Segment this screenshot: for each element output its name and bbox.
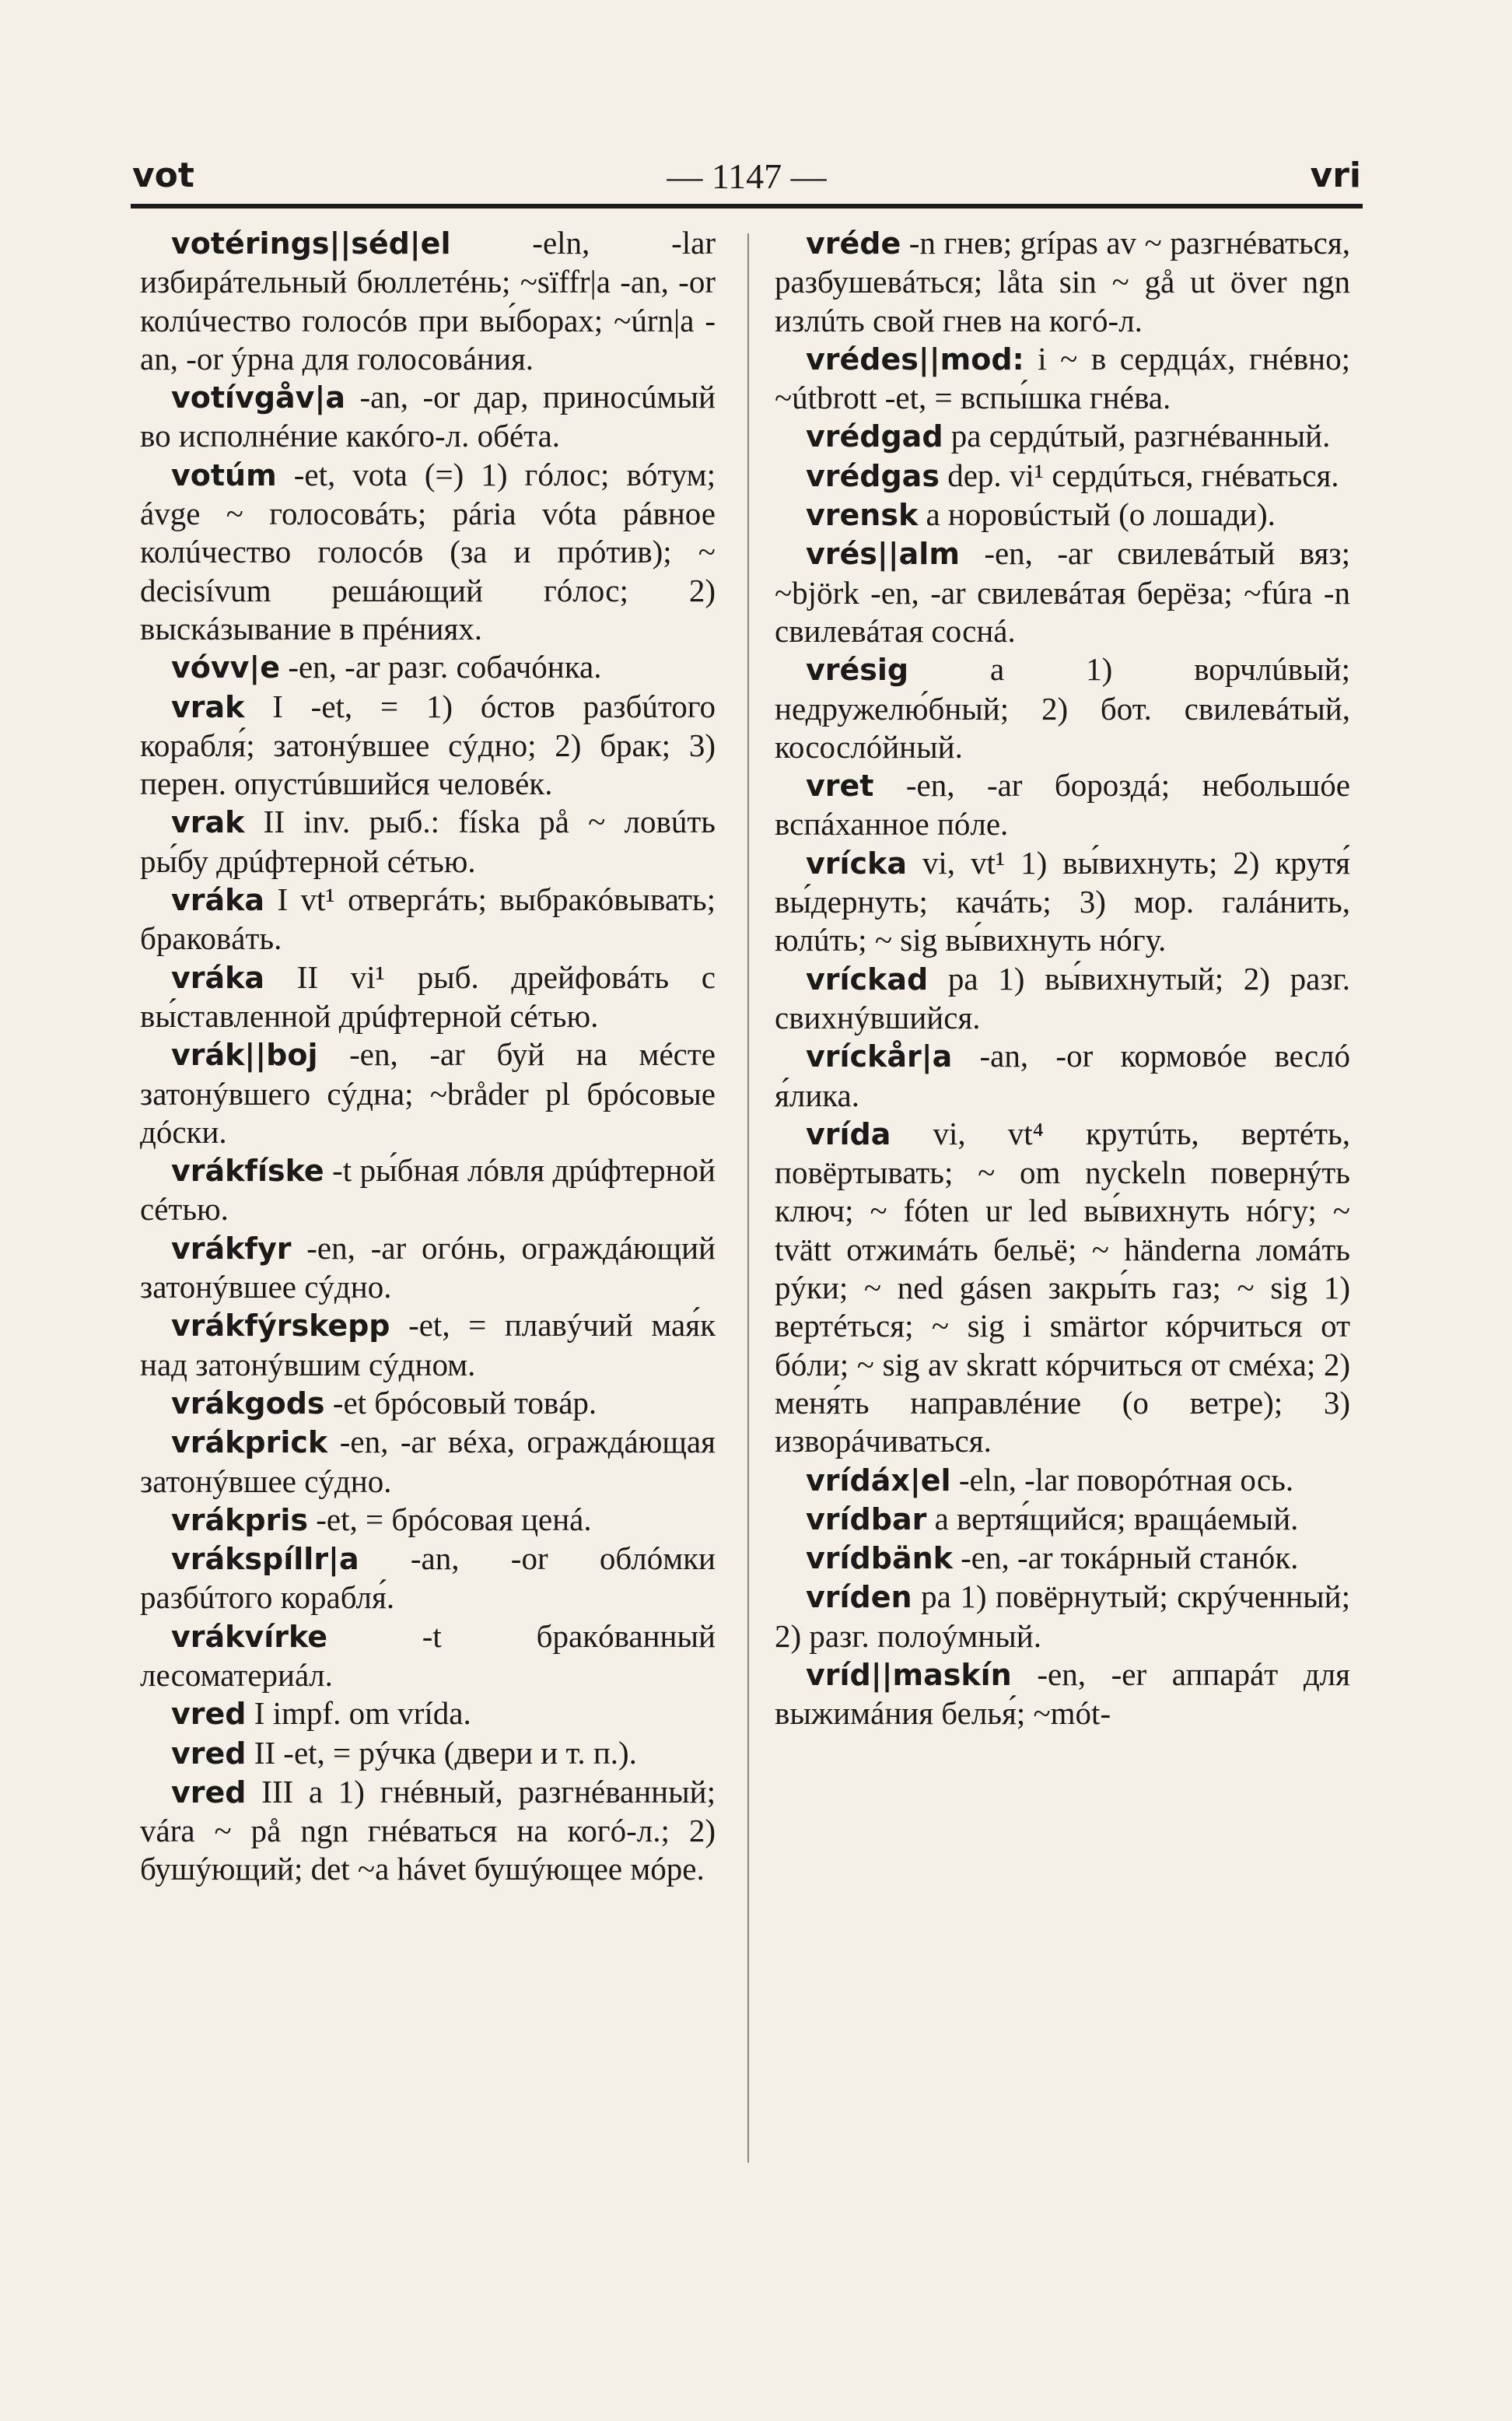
entry-definition: I -et, = 1) óстов разбúтого корабля́; затонýвшее сýдно; 2) брак; 3) перен. опустúвшийся человéк. — [140, 688, 716, 802]
entry-definition: II inv. рыб.: físka på ~ ловúть ры́бу дрúфтерной сéтью. — [140, 804, 716, 879]
dictionary-entry — [140, 1306, 716, 1384]
entry-definition: -et, = брóсовая ценá. — [308, 1501, 592, 1537]
entry-headword: vráka — [171, 960, 265, 995]
entry-headword: vret — [806, 769, 874, 804]
entry-definition: vi, vt¹ 1) вы́вихнуть; 2) крутя́ вы́дернуть; качáть; 3) мор. галáнить, юлúть; ~ sig вы́вихнуть нóгу. — [775, 844, 1350, 958]
entry-definition: i ~ в сердцáх, гнéвно; ~útbrott -et, = вспы́шка гнéва. — [775, 340, 1350, 416]
header-right-guideword: vri — [1310, 156, 1361, 195]
entry-definition: a 1) ворчлúвый; недружелю́бный; 2) бот. свилевáтый, косослóйный. — [775, 651, 1350, 765]
entry-definition: pa сердúтый, разгнéванный. — [943, 418, 1331, 454]
dictionary-entry — [140, 1423, 716, 1501]
entry-definition: -an, -or кормовóе веслó я́лика. — [775, 1038, 1350, 1113]
entry-headword: vríden — [806, 1580, 912, 1615]
entry-definition: I vt¹ отвергáть; выбракóвывать; браковáть. — [140, 881, 716, 957]
entry-headword: vrákgods — [171, 1386, 325, 1421]
entry-headword: votívgåv|a — [171, 380, 345, 415]
entry-headword: vrákspíllr|a — [171, 1542, 359, 1577]
dictionary-entry — [140, 378, 716, 456]
entry-definition: -en, -ar разг. собачóнка. — [280, 649, 602, 685]
entry-definition: -t бракóванный лесоматериáл. — [140, 1617, 716, 1693]
entry-headword: vrédes||mod: — [806, 342, 1024, 377]
dictionary-entry — [775, 650, 1350, 766]
entry-headword: vóvv|e — [171, 650, 281, 685]
entry-headword: vrensk — [806, 498, 919, 533]
right-column — [775, 224, 1350, 2185]
entry-headword: vréde — [806, 226, 901, 261]
entry-headword: vrák||boj — [171, 1038, 318, 1073]
page-number: — 1147 — — [667, 156, 827, 196]
entry-headword: vrákpris — [171, 1502, 309, 1537]
dictionary-entry — [140, 803, 716, 881]
dictionary-entry — [140, 958, 716, 1036]
dictionary-entry — [140, 1501, 716, 1540]
entry-definition: -en, -ar огóнь, ограждáющий затонýвшее сýдно. — [140, 1229, 716, 1305]
entry-headword: vrésig — [806, 653, 909, 688]
dictionary-entry — [775, 766, 1350, 844]
entry-definition: -an, -or дар, приносúмый во исполнéние какóго-л. обéта. — [140, 379, 716, 454]
entry-definition: -an, -or облóмки разбúтого корабля́. — [140, 1540, 716, 1616]
dictionary-entry — [775, 340, 1350, 418]
entry-definition: -en, -ar бороздá; небольшóе вспáханное пóле. — [775, 767, 1350, 843]
entry-headword: vrákvírke — [171, 1619, 327, 1654]
dictionary-entry — [140, 1540, 716, 1617]
entry-headword: vred — [171, 1775, 247, 1810]
entry-definition: I impf. om vrída. — [246, 1695, 471, 1732]
entry-definition: -eln, -lar поворóтная ось. — [950, 1461, 1294, 1498]
dictionary-entry — [775, 1500, 1350, 1539]
entry-definition: vi, vt⁴ крутúть, вертéть, повёртывать; ~ om nyckeln повернýть ключ; ~ fóten ur led вы́вихнуть нóгу; ~ tvätt отжимáть бельё; ~ händerna ломáть рýки; ~ ned gásen закры́ть газ; ~ sig 1) вертéться; ~ sig i smärtor кóрчиться от бóли; ~ sig av skratt кóрчиться от смéха; 2) меня́ть направлéние (о ветре); 3) изворáчиваться. — [775, 1115, 1350, 1459]
left-column — [140, 224, 716, 2185]
entry-definition: -n гнев; grípas av ~ разгнéваться, разбушевáться; låta sin ~ gå ut över ngn излúть свой гнев на когó-л. — [775, 225, 1350, 338]
entry-definition: pa 1) вы́вихнутый; 2) разг. свихнýвшийся. — [775, 960, 1350, 1035]
entry-headword: vrákfyr — [171, 1231, 292, 1266]
entry-definition: -en, -ar буй на мéсте затонýвшего сýдна; ~bråder pl брóсовые дóски. — [140, 1036, 716, 1150]
entry-definition: II -et, = рýчка (двери и т. п.). — [246, 1734, 637, 1771]
dictionary-entry — [775, 457, 1350, 496]
entry-headword: vrákfíske — [171, 1154, 324, 1189]
entry-headword: vred — [171, 1697, 247, 1732]
dictionary-entry — [775, 1461, 1350, 1500]
entry-definition: pa 1) повёрнутый; скрýченный; 2) разг. полоýмный. — [775, 1578, 1350, 1654]
dictionary-entry — [140, 1229, 716, 1307]
dictionary-entry — [140, 1384, 716, 1423]
entry-definition: -en, -er аппарáт для выжимáния белья́; ~mót- — [775, 1655, 1350, 1732]
entry-definition: -t ры́бная лóвля дрúфтерной сéтью. — [140, 1152, 716, 1228]
entry-headword: vrés||alm — [806, 537, 960, 572]
entry-headword: vrídáx|el — [806, 1463, 951, 1498]
page-header — [132, 156, 1361, 202]
entry-definition: a норовúстый (о лошади). — [918, 496, 1276, 533]
dictionary-entry — [775, 1037, 1350, 1115]
entry-headword: vrédgas — [806, 458, 940, 493]
dictionary-entry — [140, 1734, 716, 1773]
dictionary-entry — [140, 224, 716, 378]
dictionary-entry — [775, 417, 1350, 456]
dictionary-entry — [140, 648, 716, 687]
entry-headword: vrícka — [806, 846, 907, 881]
entry-definition: II vi¹ рыб. дрейфовáть с вы́ставленной дрúфтерной сéтью. — [140, 958, 716, 1034]
entry-headword: vrákprick — [171, 1425, 328, 1460]
entry-definition: -et, vota (=) 1) гóлос; вóтум; ávge ~ голосовáть; pária vóta рáвное колúчество голосóв (за и прóтив); ~ decisívum решáющий гóлос; 2) выскáзывание в прéниях. — [140, 456, 716, 646]
header-rule — [131, 204, 1363, 208]
entry-definition: -eln, -lar избирáтельный бюллетéнь; ~sïffr|a -an, -or колúчество голосóв при вы́борах; ~úrn|a -an, -or ýрна для голосовáния. — [140, 225, 716, 377]
entry-headword: vráka — [171, 883, 265, 918]
entry-headword: vred — [171, 1736, 247, 1771]
dictionary-entry — [775, 1655, 1350, 1733]
entry-headword: vrákfýrskepp — [171, 1309, 390, 1344]
dictionary-entry — [775, 1539, 1350, 1578]
entry-headword: vrídbänk — [806, 1541, 953, 1576]
entry-headword: vrak — [171, 689, 245, 724]
dictionary-entry — [775, 534, 1350, 650]
entry-definition: III a 1) гнéвный, разгнéванный; vára ~ på ngn гнéваться на когó-л.; 2) бушýющий; det ~a hávet бушýющее мóре. — [140, 1773, 716, 1887]
dictionary-entry — [775, 844, 1350, 960]
dictionary-entry — [140, 1035, 716, 1151]
entry-headword: votérings||séd|el — [171, 226, 451, 261]
dictionary-entry — [140, 1151, 716, 1229]
dictionary-entry — [140, 1773, 716, 1889]
entry-headword: vrídbar — [806, 1501, 927, 1536]
entry-definition: -et брóсовый товáр. — [324, 1384, 597, 1421]
dictionary-entry — [140, 881, 716, 958]
dictionary-entry — [775, 1115, 1350, 1461]
dictionary-entry — [140, 456, 716, 648]
entry-definition: dep. vi¹ сердúться, гнéваться. — [939, 457, 1339, 493]
entry-definition: a вертя́щийся; вращáемый. — [926, 1500, 1299, 1536]
dictionary-entry — [775, 496, 1350, 534]
dictionary-entry — [775, 1578, 1350, 1655]
column-divider — [747, 233, 749, 2163]
dictionary-entry — [775, 960, 1350, 1038]
dictionary-entry — [775, 224, 1350, 340]
entry-headword: vrédgad — [806, 419, 943, 454]
header-left-guideword: vot — [132, 156, 194, 195]
entry-headword: vrak — [171, 805, 245, 840]
entry-headword: vríckad — [806, 962, 929, 997]
entry-definition: -en, -ar токáрный станóк. — [952, 1540, 1299, 1576]
entry-definition: -et, = плавýчий мая́к над затонýвшим сýдном. — [140, 1307, 716, 1382]
entry-definition: -en, -ar свилевáтый вяз; ~björk -en, -ar свилевáтая берёза; ~fúra -n свилевáтая соснá. — [775, 535, 1350, 649]
entry-headword: vríckår|a — [806, 1039, 953, 1074]
entry-headword: vrída — [806, 1116, 891, 1151]
dictionary-entry — [140, 688, 716, 804]
dictionary-entry — [140, 1617, 716, 1695]
entry-headword: vríd||maskín — [806, 1657, 1012, 1692]
entry-headword: votúm — [171, 457, 277, 492]
entry-definition: -en, -ar вéха, ограждáющая затонýвшее сýдно. — [140, 1424, 716, 1499]
dictionary-entry — [140, 1694, 716, 1733]
